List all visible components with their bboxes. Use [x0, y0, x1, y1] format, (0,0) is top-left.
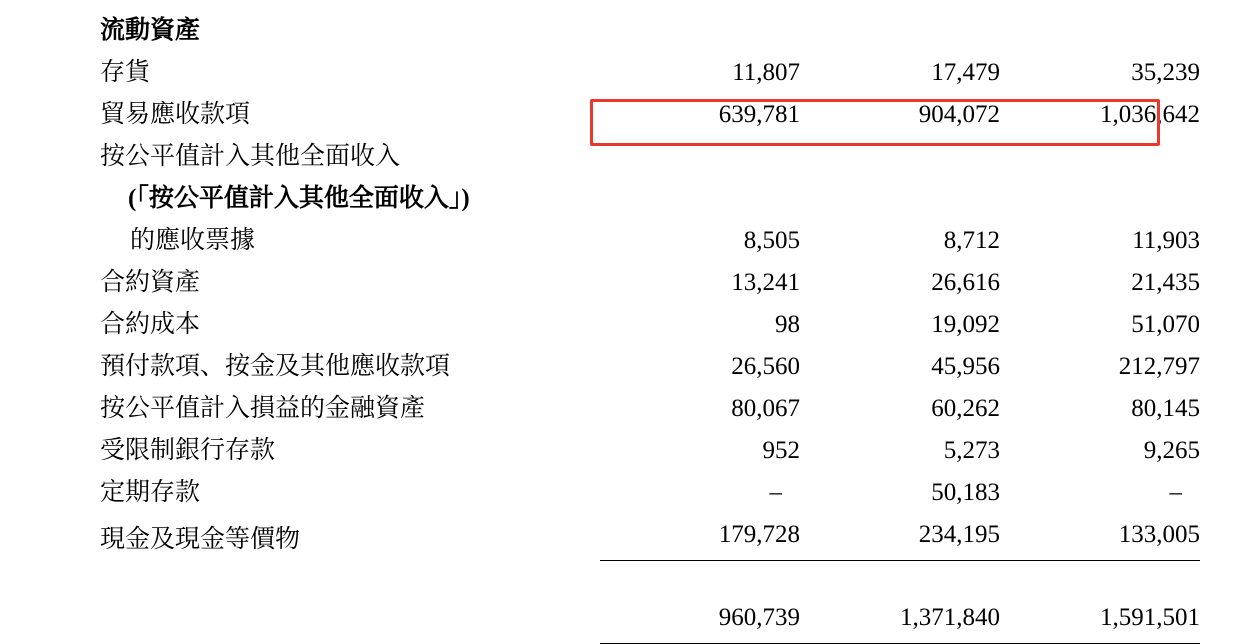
row-value-col2: 8,712 — [943, 227, 1000, 254]
section-title-blank-3 — [1000, 10, 1200, 52]
row-value-col2 — [800, 178, 1000, 220]
table-row — [100, 388, 1200, 430]
table-body — [100, 10, 1200, 644]
section-title-blank-2 — [800, 10, 1000, 52]
row-value-col2: 19,092 — [931, 311, 1000, 338]
row-value-col2: 904,072 — [918, 101, 1000, 128]
row-value-col3: 212,797 — [1118, 353, 1200, 380]
table-row — [100, 262, 1200, 304]
table-row — [100, 304, 1200, 346]
total-label — [100, 595, 600, 644]
row-value-col1: 8,505 — [743, 227, 800, 254]
table-row — [100, 136, 1200, 178]
row-label: 合約成本 — [100, 311, 201, 338]
row-value-col3: 133,005 — [1000, 514, 1200, 561]
row-value-col3: 21,435 — [1131, 269, 1200, 296]
current-assets-table — [100, 10, 1200, 644]
spacer-row — [100, 561, 1200, 596]
row-value-col1: 639,781 — [718, 101, 800, 128]
row-value-col3 — [1000, 178, 1200, 220]
table-row — [100, 220, 1200, 262]
row-value-col3: 11,903 — [1132, 227, 1200, 254]
row-value-col1 — [600, 136, 800, 178]
row-value-col2: 50,183 — [931, 479, 1000, 506]
total-value-col1: 960,739 — [600, 595, 800, 644]
row-value-col1: 11,807 — [732, 59, 800, 86]
spacer-cell — [1000, 561, 1200, 596]
table-row — [100, 52, 1200, 94]
row-value-col1: 179,728 — [600, 514, 800, 561]
row-value-col3: 80,145 — [1131, 395, 1200, 422]
row-value-col2: 17,479 — [931, 59, 1000, 86]
row-value-col1: 13,241 — [731, 269, 800, 296]
table-row — [100, 346, 1200, 388]
row-value-col1: 98 — [775, 311, 800, 338]
table-row — [100, 430, 1200, 472]
row-label: 合約資產 — [100, 269, 201, 296]
table-row — [100, 472, 1200, 514]
table-row — [100, 178, 1200, 220]
total-row — [100, 595, 1200, 644]
row-value-col3 — [1000, 136, 1200, 178]
row-label: 按公平值計入其他全面收入 — [100, 143, 401, 170]
row-value-col3: – — [1169, 479, 1182, 506]
total-value-col3: 1,591,501 — [1000, 595, 1200, 644]
row-label: 的應收票據 — [130, 227, 256, 254]
row-value-col1: – — [769, 479, 782, 506]
row-value-col2: 5,273 — [943, 437, 1000, 464]
row-label: (「按公平值計入其他全面收入」) — [128, 185, 470, 212]
table-row — [100, 514, 1200, 561]
row-value-col3: 9,265 — [1143, 437, 1200, 464]
row-value-col3: 1,036,642 — [1100, 101, 1200, 128]
section-title-blank-1 — [600, 10, 800, 52]
row-value-col1 — [600, 178, 800, 220]
row-value-col1: 80,067 — [731, 395, 800, 422]
row-value-col2: 234,195 — [800, 514, 1000, 561]
section-title: 流動資產 — [100, 17, 201, 44]
row-value-col2 — [800, 136, 1000, 178]
spacer-cell — [600, 561, 800, 596]
row-value-col2: 60,262 — [931, 395, 1000, 422]
total-value-col2: 1,371,840 — [800, 595, 1000, 644]
row-label: 受限制銀行存款 — [100, 437, 276, 464]
row-value-col3: 51,070 — [1131, 311, 1200, 338]
spacer-cell — [800, 561, 1000, 596]
section-title-row — [100, 10, 1200, 52]
row-label: 預付款項、按金及其他應收款項 — [100, 353, 451, 380]
row-label: 定期存款 — [100, 479, 201, 506]
financial-statement-page — [0, 10, 1233, 630]
table-row-highlighted — [100, 94, 1200, 136]
row-value-col1: 26,560 — [731, 353, 800, 380]
row-label: 存貨 — [100, 59, 151, 86]
row-label: 現金及現金等價物 — [100, 525, 301, 553]
row-label: 按公平值計入損益的金融資產 — [100, 395, 426, 422]
row-value-col2: 45,956 — [931, 353, 1000, 380]
row-value-col3: 35,239 — [1131, 59, 1200, 86]
row-value-col1: 952 — [762, 437, 800, 464]
row-value-col2: 26,616 — [931, 269, 1000, 296]
spacer-cell — [100, 561, 600, 596]
row-label: 貿易應收款項 — [100, 101, 251, 128]
